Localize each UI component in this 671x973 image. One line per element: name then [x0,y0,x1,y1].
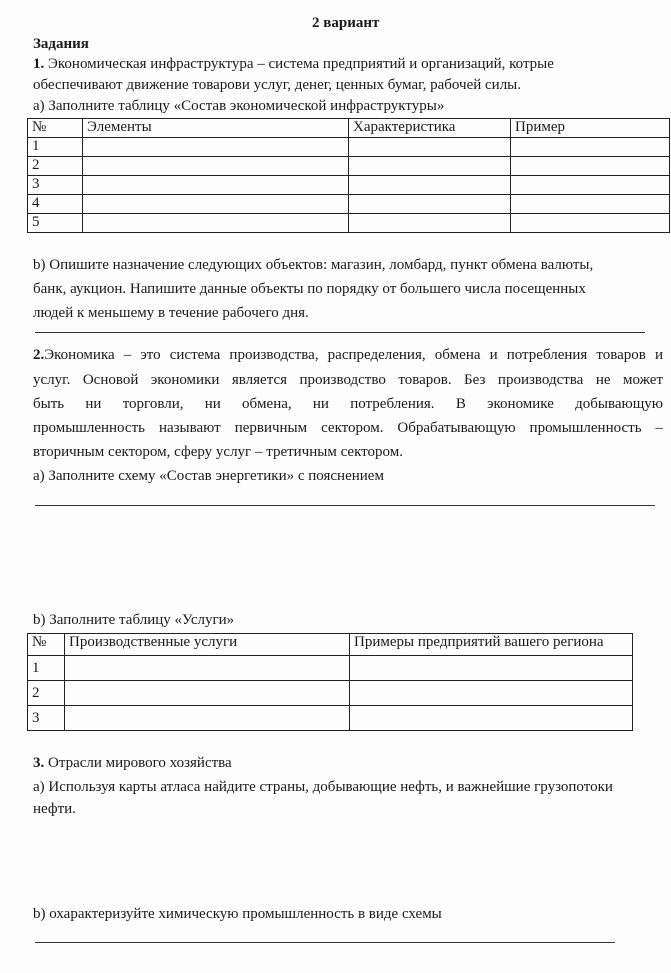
table-cell[interactable] [349,157,511,176]
table-row [28,214,670,233]
table-cell[interactable] [65,681,350,706]
task2-line2: услуг. Основой экономики является производство товаров. Без производства не может [33,372,663,388]
task2-line3: быть ни торговли, ни обмена, ни потребления. В экономике добывающую [33,396,663,412]
table-cell[interactable] [65,706,350,731]
col-header-enterprise-examples: Примеры предприятий вашего региона [350,634,633,656]
table-cell[interactable] [350,656,633,681]
table-cell[interactable] [350,706,633,731]
table-cell[interactable] [349,195,511,214]
table-cell[interactable] [349,214,511,233]
col-header-example: Пример [511,119,670,138]
table-row [28,157,670,176]
col-header-num: № [28,119,83,138]
table-cell[interactable] [349,176,511,195]
task1-a: а) Заполните таблицу «Состав экономической инфраструктуры» [33,98,445,114]
table-cell[interactable] [83,195,349,214]
col-header-production-services: Производственные услуги [65,634,350,656]
tasks-heading: Задания [33,36,89,52]
task2-b: b) Заполните таблицу «Услуги» [33,612,235,628]
task1-b-line1: b) Опишите назначение следующих объектов: магазин, ломбард, пункт обмена валюты, [33,257,594,273]
task1-text-line2: обеспечивают движение товарови услуг, денег, ценных бумаг, рабочей силы. [33,77,522,93]
task3-a-line1: а) Используя карты атласа найдите страны, добывающие нефть, и важнейшие грузопотоки [33,779,613,795]
table-cell[interactable] [83,176,349,195]
table-cell[interactable] [349,138,511,157]
task3-number: 3. [33,755,45,771]
table-row [28,176,670,195]
task3-a-line2: нефти. [33,801,76,817]
answer-line[interactable] [35,505,655,506]
task1-text: Экономическая инфраструктура – система предприятий и организаций, котрые [44,56,554,72]
table-cell[interactable] [511,157,670,176]
row-number: 1 [28,138,83,157]
table-cell[interactable] [511,176,670,195]
answer-line[interactable] [35,942,615,943]
table-cell[interactable] [511,214,670,233]
task1-number: 1. [33,56,45,72]
task2-line4: промышленность называют первичным сектором. Обрабатывающую промышленность – [33,420,663,436]
task2-a: а) Заполните схему «Состав энергетики» с пояснением [33,468,384,484]
col-header-elements: Элементы [83,119,349,138]
row-number: 1 [28,656,65,681]
task2-text: Экономика – это система производства, распределения, обмена и потребления товаров и [44,347,663,363]
table-row [28,195,670,214]
task3-title [33,754,232,772]
table-cell[interactable] [511,138,670,157]
task1-b-line2: банк, аукцион. Напишите данные объекты по порядку от большего числа посещенных [33,281,586,297]
task2-line1 [33,346,663,364]
variant-title: 2 вариант [312,15,380,31]
table-cell[interactable] [350,681,633,706]
infrastructure-table [27,118,670,233]
table-cell[interactable] [511,195,670,214]
table-row [28,138,670,157]
task3-text: Отрасли мирового хозяйства [44,755,232,771]
task1-intro [33,55,554,73]
row-number: 2 [28,681,65,706]
table-row [28,656,633,681]
row-number: 3 [28,176,83,195]
row-number: 4 [28,195,83,214]
col-header-characteristic: Характеристика [349,119,511,138]
task1-b-line3: людей к меньшему в течение рабочего дня. [33,305,309,321]
services-table [27,633,633,731]
row-number: 3 [28,706,65,731]
table-cell[interactable] [83,214,349,233]
task2-number: 2. [33,347,45,363]
answer-line[interactable] [35,332,645,333]
row-number: 2 [28,157,83,176]
table-cell[interactable] [83,138,349,157]
table-cell[interactable] [83,157,349,176]
table-row [28,706,633,731]
task2-line5: вторичным сектором, сферу услуг – третичным сектором. [33,444,403,460]
row-number: 5 [28,214,83,233]
table-cell[interactable] [65,656,350,681]
task3-b: b) охарактеризуйте химическую промышленность в виде схемы [33,906,442,922]
table-row [28,681,633,706]
col-header-num: № [28,634,65,656]
